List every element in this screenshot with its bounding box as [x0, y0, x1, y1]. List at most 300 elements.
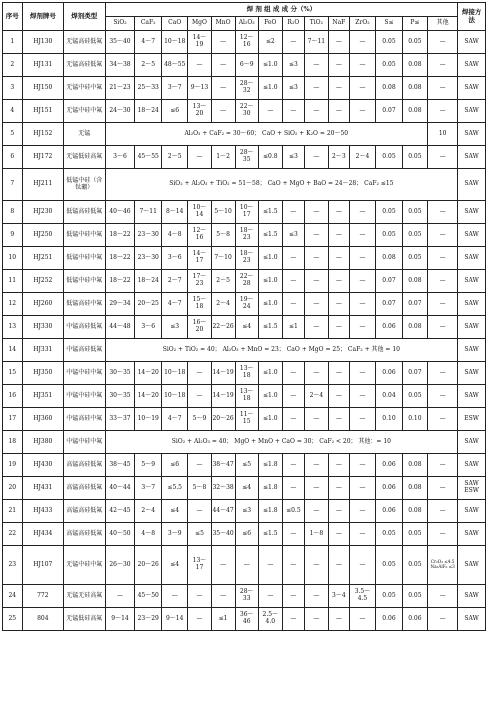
value-cell: 2～7	[161, 270, 188, 293]
flux-type: 高锰高硅低氟	[64, 454, 105, 477]
value-cell: —	[349, 385, 376, 408]
value-cell: —	[328, 77, 349, 100]
composition-formula: SiO₂ + Al₂O₃ + TiO₂ = 51～58； CaO + MgO + BaO = 24～28； CaF₂ ≤15	[105, 169, 458, 201]
value-cell: —	[349, 316, 376, 339]
composition-formula: Al₂O₃ + CaF₂ = 30～60； CaO + SiO₂ + K₂O = 20～50	[105, 123, 428, 146]
header-component: SiO₂	[105, 17, 135, 31]
value-cell: —	[282, 385, 304, 408]
value-cell: —	[328, 546, 349, 585]
value-cell: ≤3	[282, 54, 304, 77]
welding-method: SAW	[458, 523, 486, 546]
value-cell: 2.5～4.0	[258, 608, 282, 631]
welding-method: SAW	[458, 385, 486, 408]
value-cell: 4～7	[161, 408, 188, 431]
value-cell: —	[428, 500, 458, 523]
row-number: 18	[3, 431, 23, 454]
table-row	[3, 270, 486, 293]
row-number: 16	[3, 385, 23, 408]
value-cell: 0.05	[402, 201, 427, 224]
flux-type: 低锰中硅中氟	[64, 270, 105, 293]
value-cell: —	[304, 477, 328, 500]
welding-method: SAW	[458, 31, 486, 54]
value-cell: 0.10	[376, 408, 403, 431]
value-cell: —	[349, 270, 376, 293]
table-row	[3, 454, 486, 477]
value-cell: 33～37	[105, 408, 135, 431]
value-cell: —	[304, 293, 328, 316]
table-row	[3, 169, 486, 201]
value-cell: —	[428, 201, 458, 224]
value-cell: —	[304, 500, 328, 523]
table-row	[3, 316, 486, 339]
welding-method: ESW	[458, 408, 486, 431]
flux-type: 中锰高硅低氟	[64, 339, 105, 362]
flux-composition-table	[2, 2, 486, 631]
flux-brand: HJ431	[22, 477, 63, 500]
value-cell: —	[328, 100, 349, 123]
flux-brand: HJ260	[22, 293, 63, 316]
table-row	[3, 585, 486, 608]
value-cell: 22～28	[235, 270, 258, 293]
flux-type: 低锰中硅中氟	[64, 247, 105, 270]
value-cell: 22～26	[211, 316, 235, 339]
value-cell: 40～46	[105, 201, 135, 224]
value-cell: —	[428, 247, 458, 270]
flux-type: 中锰高硅低氟	[64, 316, 105, 339]
welding-method: SAW	[458, 316, 486, 339]
header-component: P≤	[402, 17, 427, 31]
value-cell: —	[188, 454, 211, 477]
value-cell: —	[349, 608, 376, 631]
row-number: 25	[3, 608, 23, 631]
value-cell: ≤3	[282, 224, 304, 247]
welding-method: SAW	[458, 146, 486, 169]
value-cell: —	[428, 77, 458, 100]
value-cell: 18～24	[135, 100, 162, 123]
welding-method: SAW	[458, 77, 486, 100]
value-cell: —	[428, 523, 458, 546]
value-cell: —	[328, 201, 349, 224]
value-cell: 0.06	[376, 500, 403, 523]
value-cell: —	[282, 408, 304, 431]
value-cell: —	[304, 247, 328, 270]
flux-brand: HJ250	[22, 224, 63, 247]
welding-method: SAW	[458, 54, 486, 77]
value-cell: —	[304, 362, 328, 385]
value-cell: —	[304, 100, 328, 123]
value-cell: 4～7	[135, 31, 162, 54]
header-component: 其他	[428, 17, 458, 31]
value-cell: 3～7	[161, 77, 188, 100]
value-cell: 9～13	[188, 77, 211, 100]
row-number: 21	[3, 500, 23, 523]
value-cell: —	[349, 293, 376, 316]
value-cell: —	[349, 454, 376, 477]
table-row	[3, 385, 486, 408]
value-cell: ≤0.5	[282, 500, 304, 523]
table-row	[3, 247, 486, 270]
value-cell: 0.08	[402, 316, 427, 339]
value-cell: 0.08	[402, 454, 427, 477]
value-cell: ≤4	[161, 546, 188, 585]
value-cell: 0.05	[402, 31, 427, 54]
value-cell: 0.06	[376, 454, 403, 477]
value-cell: 8～14	[161, 201, 188, 224]
value-cell: 3～6	[135, 316, 162, 339]
value-cell: 4～8	[135, 523, 162, 546]
table-row	[3, 546, 486, 585]
value-cell: 35～40	[211, 523, 235, 546]
value-cell: ≤1.5	[258, 316, 282, 339]
row-number: 8	[3, 201, 23, 224]
value-cell: 0.07	[376, 270, 403, 293]
value-cell: —	[304, 54, 328, 77]
value-cell: 11～15	[235, 408, 258, 431]
flux-brand: HJ107	[22, 546, 63, 585]
value-cell: 23～30	[135, 224, 162, 247]
value-cell: —	[349, 77, 376, 100]
table-row	[3, 477, 486, 500]
welding-method: SAW	[458, 100, 486, 123]
header-component: FeO	[258, 17, 282, 31]
row-number: 11	[3, 270, 23, 293]
header-component: ZrO₂	[349, 17, 376, 31]
table-row	[3, 146, 486, 169]
value-cell: 18～23	[235, 247, 258, 270]
welding-method: SAW	[458, 362, 486, 385]
flux-type: 无锰中硅中氟	[64, 100, 105, 123]
table-row	[3, 123, 486, 146]
row-number: 14	[3, 339, 23, 362]
welding-method: SAW	[458, 608, 486, 631]
value-cell: 22～30	[235, 100, 258, 123]
table-row	[3, 54, 486, 77]
flux-type: 无锰低硅高氟	[64, 146, 105, 169]
value-cell: 10～18	[161, 31, 188, 54]
value-cell: —	[428, 454, 458, 477]
value-cell: —	[211, 585, 235, 608]
table-row	[3, 339, 486, 362]
value-cell: 2～4	[304, 385, 328, 408]
table-row	[3, 77, 486, 100]
value-cell: —	[328, 500, 349, 523]
value-cell: ≤6	[161, 454, 188, 477]
value-cell: —	[258, 585, 282, 608]
value-cell: —	[211, 31, 235, 54]
value-cell: 0.08	[402, 270, 427, 293]
value-cell: 5～10	[211, 201, 235, 224]
row-number: 15	[3, 362, 23, 385]
value-cell: 14～19	[211, 362, 235, 385]
value-cell: —	[304, 454, 328, 477]
flux-brand: HJ380	[22, 431, 63, 454]
welding-method: SAW	[458, 270, 486, 293]
value-cell: 2～4	[211, 293, 235, 316]
flux-type: 无锰高硅低氟	[64, 31, 105, 54]
header-method: 焊接方法	[458, 3, 486, 31]
value-cell: 0.06	[376, 362, 403, 385]
value-cell: ≤1.5	[258, 523, 282, 546]
value-cell: —	[428, 224, 458, 247]
value-cell: 2～4	[135, 500, 162, 523]
value-cell: —	[282, 100, 304, 123]
value-cell: ≤2	[258, 31, 282, 54]
header-component: S≤	[376, 17, 403, 31]
value-cell: 25～33	[135, 77, 162, 100]
value-cell: —	[328, 270, 349, 293]
value-cell: 14～20	[135, 385, 162, 408]
value-cell: 0.06	[376, 477, 403, 500]
value-cell: 0.05	[376, 31, 403, 54]
value-cell: —	[188, 385, 211, 408]
value-cell: 9～14	[161, 608, 188, 631]
value-cell: ≤3	[282, 77, 304, 100]
composition-formula: SiO₂ + TiO₂ = 40； Al₂O₃ + MnO = 23； CaO + MgO = 25； CaF₂ + 其他 = 10	[105, 339, 458, 362]
header-no: 序号	[3, 3, 23, 31]
value-cell: 18～22	[105, 247, 135, 270]
value-cell: ≤1.0	[258, 385, 282, 408]
value-cell: 2～5	[161, 146, 188, 169]
value-cell: —	[304, 77, 328, 100]
header-composition-group: 焊 剂 组 成 成 分（%）	[105, 3, 458, 17]
header-component: CaO	[161, 17, 188, 31]
table-row	[3, 500, 486, 523]
value-cell: —	[349, 523, 376, 546]
table-row	[3, 201, 486, 224]
flux-brand: HJ150	[22, 77, 63, 100]
flux-type: 低锰中硅中氟	[64, 224, 105, 247]
value-cell: 23～29	[135, 608, 162, 631]
flux-brand: HJ211	[22, 169, 63, 201]
value-cell: ≤5.5	[161, 477, 188, 500]
row-number: 17	[3, 408, 23, 431]
flux-brand: HJ130	[22, 31, 63, 54]
value-cell: —	[188, 146, 211, 169]
value-cell: 19～24	[235, 293, 258, 316]
welding-method: SAW ESW	[458, 477, 486, 500]
value-cell: 14～17	[188, 247, 211, 270]
row-number: 1	[3, 31, 23, 54]
value-cell: 3～6	[161, 247, 188, 270]
value-cell: —	[328, 224, 349, 247]
value-cell: 5～9	[135, 454, 162, 477]
value-cell: 3～9	[161, 523, 188, 546]
value-cell: 14～20	[135, 362, 162, 385]
value-cell: —	[304, 146, 328, 169]
value-cell: —	[304, 316, 328, 339]
value-cell: 0.07	[402, 293, 427, 316]
value-cell: 10～18	[161, 362, 188, 385]
row-number: 23	[3, 546, 23, 585]
value-cell: —	[428, 408, 458, 431]
value-cell: ≤1.0	[258, 54, 282, 77]
value-cell: 6～9	[235, 54, 258, 77]
value-cell: 15～18	[188, 293, 211, 316]
value-cell: —	[349, 408, 376, 431]
value-cell: —	[105, 585, 135, 608]
value-cell: ≤1.0	[258, 77, 282, 100]
value-cell: 32～38	[211, 477, 235, 500]
value-cell: ≤1	[282, 316, 304, 339]
value-cell: ≤4	[235, 477, 258, 500]
flux-type: 无锰中硅中氟	[64, 546, 105, 585]
value-cell: —	[428, 585, 458, 608]
table-row	[3, 408, 486, 431]
value-cell: —	[349, 546, 376, 585]
value-cell: 0.05	[402, 585, 427, 608]
value-cell: —	[428, 31, 458, 54]
value-cell: —	[349, 224, 376, 247]
header-component: CaF₂	[135, 17, 162, 31]
value-cell: —	[349, 362, 376, 385]
value-cell: 0.07	[376, 100, 403, 123]
value-cell: —	[349, 247, 376, 270]
row-number: 6	[3, 146, 23, 169]
flux-brand: HJ330	[22, 316, 63, 339]
value-cell: —	[161, 585, 188, 608]
flux-type: 高锰高硅低氟	[64, 523, 105, 546]
value-cell: ≤1.5	[258, 201, 282, 224]
value-cell: ≤3	[235, 500, 258, 523]
value-cell: —	[282, 546, 304, 585]
value-cell: —	[328, 454, 349, 477]
row-number: 7	[3, 169, 23, 201]
value-cell: —	[428, 608, 458, 631]
value-cell: —	[328, 247, 349, 270]
value-cell: ≤1.0	[258, 293, 282, 316]
value-cell: 0.05	[402, 523, 427, 546]
value-cell: 0.06	[376, 316, 403, 339]
value-cell: 0.05	[402, 146, 427, 169]
row-number: 19	[3, 454, 23, 477]
value-cell: 0.05	[376, 523, 403, 546]
row-number: 12	[3, 293, 23, 316]
value-cell: —	[328, 385, 349, 408]
flux-type: 低锰高硅低氟	[64, 201, 105, 224]
value-cell: 28～33	[235, 585, 258, 608]
value-cell: 45～55	[135, 146, 162, 169]
flux-type: 无锰无硅高氟	[64, 585, 105, 608]
value-cell: ≤1.0	[258, 408, 282, 431]
value-cell: 18～22	[105, 270, 135, 293]
welding-method: SAW	[458, 224, 486, 247]
value-cell: 2～4	[349, 146, 376, 169]
header-brand: 焊剂牌号	[22, 3, 63, 31]
table-row	[3, 293, 486, 316]
value-cell: 28～35	[235, 146, 258, 169]
value-cell: —	[188, 608, 211, 631]
flux-brand: HJ434	[22, 523, 63, 546]
value-cell: —	[428, 293, 458, 316]
value-cell: 5～9	[188, 408, 211, 431]
value-cell: 0.05	[376, 224, 403, 247]
value-cell: 13～18	[235, 385, 258, 408]
flux-type: 无锰高硅低氟	[64, 54, 105, 77]
value-cell: 5～8	[211, 224, 235, 247]
value-cell: —	[349, 31, 376, 54]
value-cell: 45～50	[135, 585, 162, 608]
value-cell: 18～24	[135, 270, 162, 293]
value-cell: ≤1.5	[258, 224, 282, 247]
value-cell: —	[282, 247, 304, 270]
value-cell: 2～5	[135, 54, 162, 77]
value-cell: —	[304, 201, 328, 224]
value-cell: —	[428, 100, 458, 123]
header-type: 焊剂类型	[64, 3, 105, 31]
value-cell: —	[211, 100, 235, 123]
value-cell: 7～10	[211, 247, 235, 270]
row-number: 2	[3, 54, 23, 77]
value-cell: 0.05	[402, 385, 427, 408]
header-component: MgO	[188, 17, 211, 31]
flux-brand: HJ251	[22, 247, 63, 270]
value-cell: —	[428, 146, 458, 169]
value-cell: —	[188, 585, 211, 608]
value-cell: 20～26	[211, 408, 235, 431]
value-cell: 3～6	[105, 146, 135, 169]
flux-type: 低锰中硅（含钛硼）	[64, 169, 105, 201]
flux-brand: HJ131	[22, 54, 63, 77]
flux-type: 高锰高硅低氟	[64, 500, 105, 523]
value-cell: 4～7	[161, 293, 188, 316]
value-cell: 3～7	[135, 477, 162, 500]
value-cell: 0.06	[376, 608, 403, 631]
value-cell: ≤6	[161, 100, 188, 123]
value-cell: 42～45	[105, 500, 135, 523]
header-component: NaF	[328, 17, 349, 31]
value-cell: 40～50	[105, 523, 135, 546]
welding-method: SAW	[458, 500, 486, 523]
value-cell: —	[328, 316, 349, 339]
value-cell: —	[428, 362, 458, 385]
header-component: TiO₂	[304, 17, 328, 31]
value-cell: —	[304, 608, 328, 631]
value-cell: 0.05	[376, 585, 403, 608]
value-cell: 2～3	[328, 146, 349, 169]
value-cell: 12～16	[235, 31, 258, 54]
flux-brand: HJ152	[22, 123, 63, 146]
flux-type: 中锰中硅中氟	[64, 362, 105, 385]
value-cell: 0.08	[376, 77, 403, 100]
value-cell: —	[282, 608, 304, 631]
value-cell: 0.05	[376, 54, 403, 77]
value-cell: —	[282, 477, 304, 500]
value-cell: 0.05	[376, 146, 403, 169]
value-cell: —	[328, 608, 349, 631]
value-cell: 23～30	[135, 247, 162, 270]
value-cell: —	[428, 54, 458, 77]
value-cell: 3.5～4.5	[349, 585, 376, 608]
value-cell: —	[282, 585, 304, 608]
flux-brand: HJ433	[22, 500, 63, 523]
value-cell: 0.08	[402, 100, 427, 123]
value-cell: —	[304, 224, 328, 247]
value-cell: 0.05	[402, 247, 427, 270]
value-cell: 34～38	[105, 54, 135, 77]
value-cell: —	[428, 385, 458, 408]
value-cell: ≤6	[235, 523, 258, 546]
value-cell: 28～32	[235, 77, 258, 100]
value-cell: 21～23	[105, 77, 135, 100]
value-cell: 5～8	[188, 477, 211, 500]
value-cell: ≤0.8	[258, 146, 282, 169]
value-cell: 0.05	[402, 546, 427, 585]
value-cell: 48～55	[161, 54, 188, 77]
value-cell: 0.08	[402, 77, 427, 100]
table-row	[3, 362, 486, 385]
value-cell: 14～19	[211, 385, 235, 408]
value-cell: —	[328, 523, 349, 546]
